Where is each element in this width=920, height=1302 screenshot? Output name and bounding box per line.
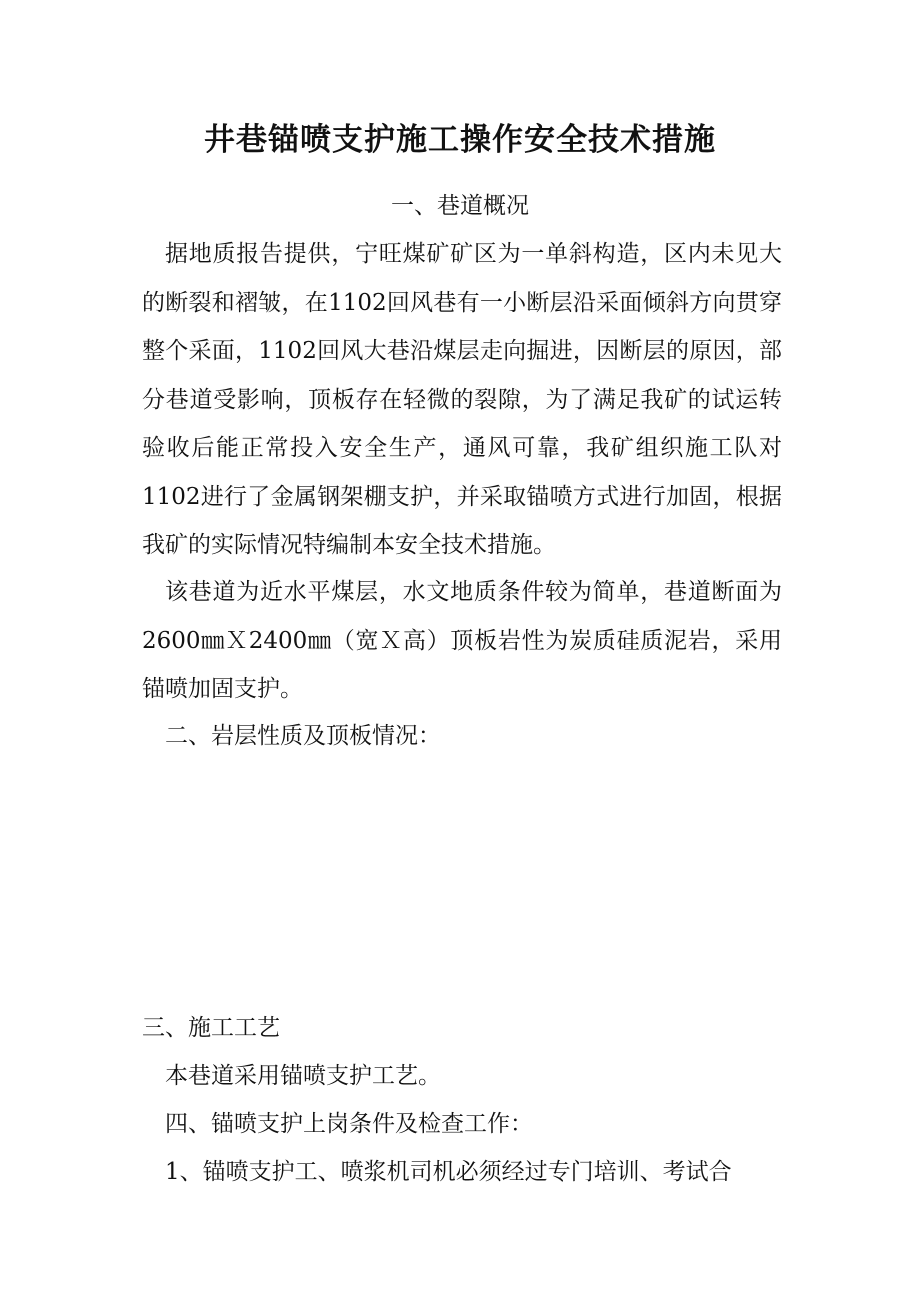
list-item-1: 1、锚喷支护工、喷浆机司机必须经过专门培训、考试合 [165, 1159, 732, 1185]
section-heading-rock-properties: 二、岩层性质及顶板情况： [165, 723, 441, 749]
document-title: 井巷锚喷支护施工操作安全技术措施 [204, 122, 716, 158]
paragraph-roadway-section: 该巷道为近水平煤层，水文地质条件较为简单，巷道断面为2600㎜Ｘ2400㎜（宽Ｘ高）顶板岩性为炭质硅质泥岩，采用锚喷加固支护。 [142, 579, 782, 702]
section-heading-overview: 一、巷道概况 [391, 193, 529, 219]
paragraph-geology: 据地质报告提供，宁旺煤矿矿区为一单斜构造，区内未见大的断裂和褶皱，在1102回风巷有一小断层沿采面倾斜方向贯穿整个采面，1102回风大巷沿煤层走向掘进，因断层的原因，部分巷道受影响，顶板存在轻微的裂隙，为了满足我矿的试运转验收后能正常投入安全生产，通风可靠，我矿组织施工队对1102进行了金属钢架棚支护，并采取锚喷方式进行加固，根据我矿的实际情况特编制本安全技术措施。 [142, 241, 782, 558]
paragraph-construction-process: 本巷道采用锚喷支护工艺。 [165, 1063, 441, 1089]
section-heading-construction-process: 三、施工工艺 [142, 1015, 280, 1041]
section-heading-qualification: 四、锚喷支护上岗条件及检查工作： [165, 1111, 533, 1137]
